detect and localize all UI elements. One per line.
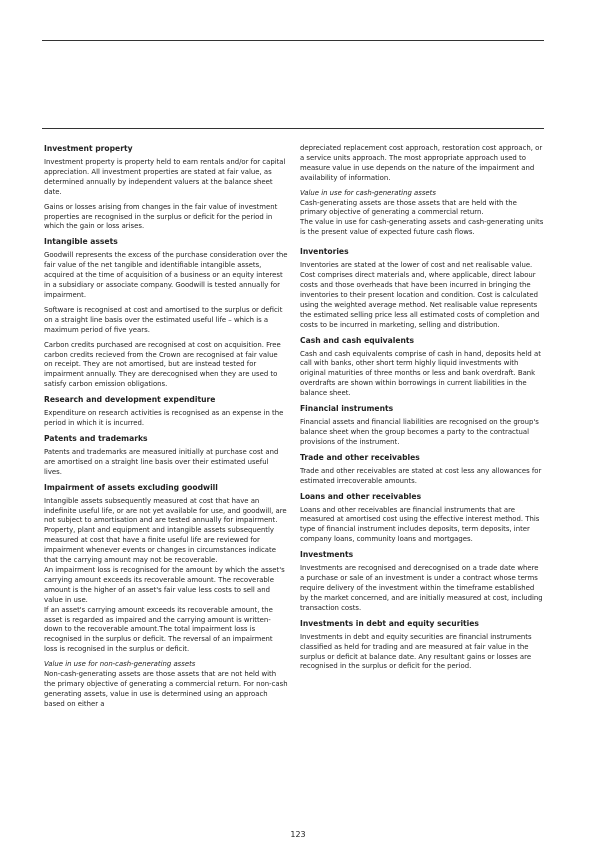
- heading-financial-instruments: Financial instruments: [300, 404, 394, 414]
- paragraph: Gains or losses arising from changes in the fair value of investment properties are recognised in the surplus or deficit for the period in which the gain or loss arises.: [44, 202, 278, 231]
- right-column: [300, 144, 544, 677]
- heading-inventories: Inventories: [300, 247, 349, 257]
- paragraph: Patents and trademarks are measured initially at purchase cost and are amortised on a straight line basis over their estimated useful lives.: [44, 447, 279, 476]
- paragraph: Investments are recognised and derecognised on a trade date where a purchase or sale of an investment is under a contract whose terms require delivery of the investment within the timeframe established by the market concerned, and are initially measured at cost, including transaction costs.: [300, 564, 543, 612]
- paragraph: If an asset's carrying amount exceeds its recoverable amount, the asset is regarded as impaired and the carrying amount is written-down to the recoverable amount.The total impairment loss is recognised in the surplus or deficit. The reversal of an impairment loss is recognised in the surplus or deficit.: [44, 605, 273, 654]
- paragraph: Goodwill represents the excess of the purchase consideration over the fair value of the net tangible and identifiable intangible assets, acquired at the time of acquisition of a business or an equity interest in a subsidiary or associate company. Goodwill is tested annually for impairment.: [44, 251, 288, 299]
- section-rule: [42, 128, 544, 129]
- heading-debt-equity: Investments in debt and equity securities: [300, 618, 479, 628]
- top-rule: [42, 40, 544, 41]
- heading-loans: Loans and other receivables: [300, 491, 422, 501]
- paragraph: Intangible assets subsequently measured at cost that have an indefinite useful life, or are not yet available for use, and goodwill, are not subject to amortisation and are tested annually for impairment.: [44, 496, 287, 525]
- left-column: [44, 144, 288, 715]
- paragraph: Loans and other receivables are financial instruments that are measured at amortised cost using the effective interest method. This type of financial instrument includes deposits, term deposits, inter company loans, community loans and mortgages.: [300, 505, 540, 544]
- paragraph: Cash-generating assets are those assets that are held with the primary objective of generating a commercial return.: [300, 198, 517, 217]
- paragraph: Property, plant and equipment and intangible assets subsequently measured at cost that have a finite useful life are reviewed for impairment whenever events or changes in circumstances indicate that the carrying amount may not be recoverable.: [44, 526, 276, 565]
- paragraph: Non-cash-generating assets are those assets that are not held with the primary objective of generating a commercial return. For non-cash generating assets, value in use is determined using an approach based on either a: [44, 670, 288, 708]
- heading-investments: Investments: [300, 550, 354, 560]
- heading-intangible-assets: Intangible assets: [44, 237, 118, 247]
- subheading-cash-generating: Value in use for cash-generating assets: [300, 188, 436, 197]
- heading-patents: Patents and trademarks: [44, 433, 148, 443]
- heading-impairment: Impairment of assets excluding goodwill: [44, 482, 218, 492]
- paragraph: Carbon credits purchased are recognised at cost on acquisition. Free carbon credits recieved from the Crown are recognised at fair value on receipt. They are not amortised, but are instead tested for impairment annually. They are derecognised when they are used to satisfy carbon emission obligations.: [44, 340, 281, 389]
- paragraph: Trade and other receivables are stated at cost less any allowances for estimated irrecoverable amounts.: [300, 466, 542, 485]
- paragraph: Investment property is property held to earn rentals and/or for capital appreciation. All investment properties are stated at fair value, as determined annually by independent valuers at the balance sheet date.: [44, 158, 286, 196]
- paragraph: Investments in debt and equity securities are financial instruments classified as held for trading and are measured at fair value in the surplus or deficit at balance date. Any resultant gains or losses are recognised in the surplus or deficit for the period.: [300, 632, 532, 671]
- heading-trade-receivables: Trade and other receivables: [300, 452, 420, 462]
- heading-cash: Cash and cash equivalents: [300, 335, 415, 345]
- page-number: 123: [290, 830, 306, 839]
- heading-investment-property: Investment property: [44, 144, 133, 153]
- paragraph: Expenditure on research activities is recognised as an expense in the period in which it is incurred.: [44, 409, 284, 428]
- paragraph: Financial assets and financial liabilities are recognised on the group's balance sheet when the group becomes a party to the contractual provisions of the instrument.: [300, 418, 539, 446]
- paragraph-continued: depreciated replacement cost approach, restoration cost approach, or a service units approach. The most appropriate approach used to measure value in use depends on the nature of the impairment and availability of information.: [300, 144, 543, 182]
- paragraph: An impairment loss is recognised for the amount by which the asset's carrying amount exceeds its recoverable amount. The recoverable amount is the higher of an asset's fair value less costs to sell and value in use.: [44, 566, 285, 604]
- paragraph: Inventories are stated at the lower of cost and net realisable value. Cost comprises direct materials and, where applicable, direct labour costs and those overheads that have been incurred in bringing the inventories to their present location and condition. Cost is calculated using the weighted average method. Net realisable value represents the estimated selling price less all estimated costs of completion and costs to be incurred in marketing, selling and distribution.: [300, 261, 540, 329]
- paragraph: The value in use for cash-generating assets and cash-generating units is the present value of expected future cash flows.: [300, 218, 544, 237]
- paragraph: Cash and cash equivalents comprise of cash in hand, deposits held at call with banks, other short term highly liquid investments with original maturities of three months or less and bank overdraft. Bank overdrafts are shown within borrowings in current liabilities in the balance sheet.: [300, 349, 541, 398]
- paragraph: Software is recognised at cost and amortised to the surplus or deficit on a straight line basis over the estimated useful life – which is a maximum period of five years.: [44, 305, 283, 334]
- subheading-non-cash-generating: Value in use for non-cash-generating assets: [44, 660, 196, 669]
- heading-research: Research and development expenditure: [44, 395, 216, 405]
